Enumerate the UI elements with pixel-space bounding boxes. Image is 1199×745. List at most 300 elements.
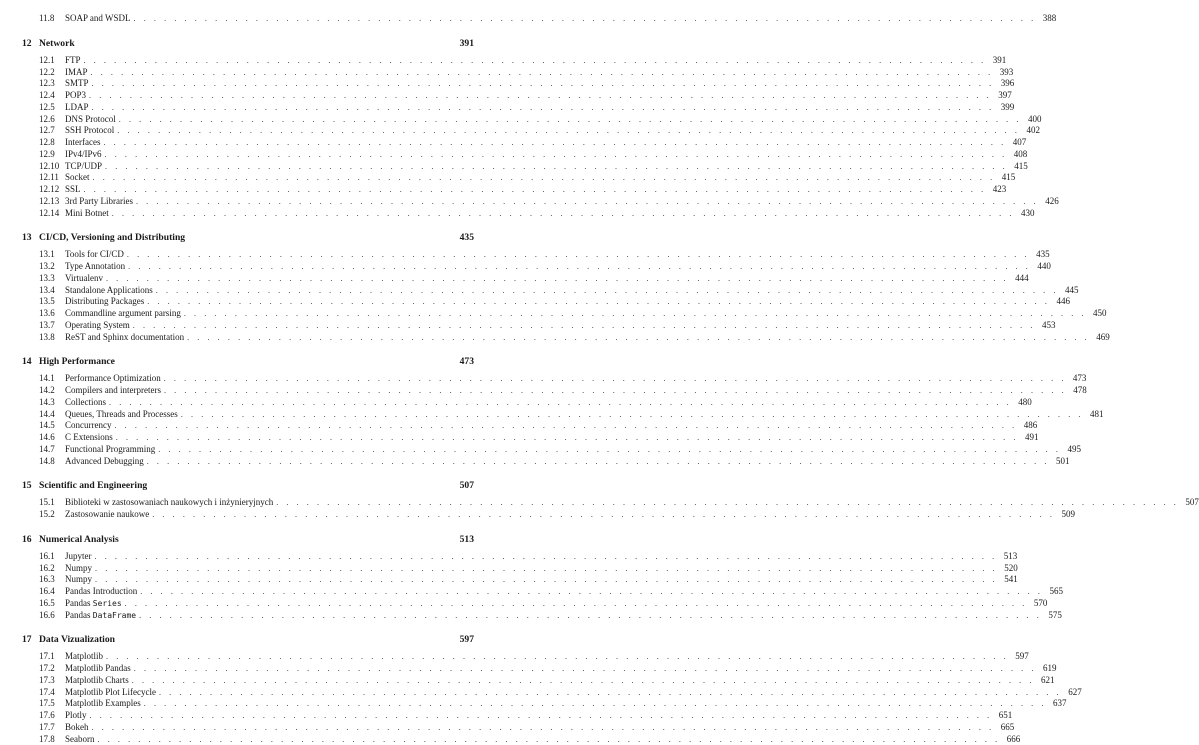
toc-entry[interactable] [22,261,474,273]
dot-leader: . . . . . . . . . . . . . . . . . . . . . . . . . . . . . . . . . . . . . . . . . . . . . . . . . . . . . . . . . . . . . . . . . . . . . . . . . . . . . . . . . . . . . . . . . [187,332,1090,344]
section-page-number: 486 [1017,420,1037,432]
section-title [65,574,95,586]
section-title [65,172,93,184]
section-list [22,551,474,622]
section-number: 17.7 [39,722,65,734]
section-title-text: Performance Optimization [65,373,161,383]
toc-entry[interactable] [22,551,474,563]
dot-leader: . . . . . . . . . . . . . . . . . . . . . . . . . . . . . . . . . . . . . . . . . . . . . . . . . . . . . . . . . . . . . . . . . . . . . . . . . . . . . . . . . . . . . . . . . [140,586,1043,598]
dot-leader: . . . . . . . . . . . . . . . . . . . . . . . . . . . . . . . . . . . . . . . . . . . . . . . . . . . . . . . . . . . . . . . . . . . . . . . . . . . . . . . . . . . . . . . . . [184,308,1087,320]
section-number: 16.4 [39,586,65,598]
toc-entry[interactable] [22,563,474,575]
toc-entry[interactable] [22,137,474,149]
section-title [65,734,98,745]
toc-entry[interactable] [22,273,474,285]
section-title [65,125,117,137]
section-title-text: SOAP and WSDL [65,13,131,23]
section-number: 13.6 [39,308,65,320]
dot-leader: . . . . . . . . . . . . . . . . . . . . . . . . . . . . . . . . . . . . . . . . . . . . . . . . . . . . . . . . . . . . . . . . . . . . . . . . . . . . . . . . . . . . . . . . . [95,574,998,586]
dot-leader: . . . . . . . . . . . . . . . . . . . . . . . . . . . . . . . . . . . . . . . . . . . . . . . . . . . . . . . . . . . . . . . . . . . . . . . . . . . . . . . . . . . . . . . . . [114,420,1017,432]
section-number: 12.2 [39,67,65,79]
section-number: 13.7 [39,320,65,332]
dot-leader: . . . . . . . . . . . . . . . . . . . . . . . . . . . . . . . . . . . . . . . . . . . . . . . . . . . . . . . . . . . . . . . . . . . . . . . . . . . . . . . . . . . . . . . . . [105,161,1008,173]
dot-leader: . . . . . . . . . . . . . . . . . . . . . . . . . . . . . . . . . . . . . . . . . . . . . . . . . . . . . . . . . . . . . . . . . . . . . . . . . . . . . . . . . . . . . . . . . [95,563,998,575]
chapter-number: 12 [22,37,39,51]
section-page-number: 473 [1066,373,1086,385]
dot-leader: . . . . . . . . . . . . . . . . . . . . . . . . . . . . . . . . . . . . . . . . . . . . . . . . . . . . . . . . . . . . . . . . . . . . . . . . . . . . . . . . . . . . . . . . . [276,497,1179,509]
section-title-text: FTP [65,55,81,65]
section-page-number: 627 [1062,687,1082,699]
chapter-number: 14 [22,355,39,369]
toc-entry[interactable] [22,385,474,397]
dot-leader: . . . . . . . . . . . . . . . . . . . . . . . . . . . . . . . . . . . . . . . . . . . . . . . . . . . . . . . . . . . . . . . . . . . . . . . . . . . . . . . . . . . . . . . . . [112,208,1015,220]
section-title-text: Matplotlib Plot Lifecycle [65,687,156,697]
section-title [65,420,114,432]
section-page-number: 446 [1050,296,1070,308]
dot-leader: . . . . . . . . . . . . . . . . . . . . . . . . . . . . . . . . . . . . . . . . . . . . . . . . . . . . . . . . . . . . . . . . . . . . . . . . . . . . . . . . . . . . . . . . . [132,675,1035,687]
section-page-number: 440 [1031,261,1051,273]
section-number: 11.8 [39,13,65,25]
toc-entry[interactable] [22,598,474,610]
section-title [65,114,119,126]
section-page-number: 480 [1012,397,1032,409]
section-number: 12.1 [39,55,65,67]
dot-leader: . . . . . . . . . . . . . . . . . . . . . . . . . . . . . . . . . . . . . . . . . . . . . . . . . . . . . . . . . . . . . . . . . . . . . . . . . . . . . . . . . . . . . . . . . [134,13,1037,25]
toc-entry[interactable] [22,208,474,220]
section-title-text: 3rd Party Libraries [65,196,133,206]
section-page-number: 444 [1009,273,1029,285]
section-title-text: Functional Programming [65,444,155,454]
section-title-text: Commandline argument parsing [65,308,181,318]
dot-leader: . . . . . . . . . . . . . . . . . . . . . . . . . . . . . . . . . . . . . . . . . . . . . . . . . . . . . . . . . . . . . . . . . . . . . . . . . . . . . . . . . . . . . . . . . [109,397,1012,409]
chapter-number: 17 [22,633,39,647]
section-page-number: 481 [1084,409,1104,421]
toc-entry[interactable] [22,722,474,734]
toc-chapter [22,533,474,622]
section-page-number: 407 [1006,137,1026,149]
section-number: 17.4 [39,687,65,699]
chapter-number: 15 [22,479,39,493]
section-title [65,13,134,25]
dot-leader: . . . . . . . . . . . . . . . . . . . . . . . . . . . . . . . . . . . . . . . . . . . . . . . . . . . . . . . . . . . . . . . . . . . . . . . . . . . . . . . . . . . . . . . . . [98,734,1001,745]
dot-leader: . . . . . . . . . . . . . . . . . . . . . . . . . . . . . . . . . . . . . . . . . . . . . . . . . . . . . . . . . . . . . . . . . . . . . . . . . . . . . . . . . . . . . . . . . [84,55,987,67]
toc-entry[interactable] [22,172,474,184]
section-number: 13.8 [39,332,65,344]
section-number: 12.7 [39,125,65,137]
chapter-heading[interactable] [22,633,474,647]
dot-leader: . . . . . . . . . . . . . . . . . . . . . . . . . . . . . . . . . . . . . . . . . . . . . . . . . . . . . . . . . . . . . . . . . . . . . . . . . . . . . . . . . . . . . . . . . [116,432,1019,444]
toc-entry[interactable] [22,663,474,675]
section-list [22,55,474,220]
section-page-number: 408 [1007,149,1027,161]
section-number: 14.7 [39,444,65,456]
section-title [65,397,109,409]
section-number: 14.5 [39,420,65,432]
section-title [65,409,181,421]
section-page-number: 450 [1087,308,1107,320]
section-title-text: Concurrency [65,420,111,430]
dot-leader: . . . . . . . . . . . . . . . . . . . . . . . . . . . . . . . . . . . . . . . . . . . . . . . . . . . . . . . . . . . . . . . . . . . . . . . . . . . . . . . . . . . . . . . . . [90,710,993,722]
toc-entry[interactable] [22,184,474,196]
section-title [65,675,132,687]
dot-leader: . . . . . . . . . . . . . . . . . . . . . . . . . . . . . . . . . . . . . . . . . . . . . . . . . . . . . . . . . . . . . . . . . . . . . . . . . . . . . . . . . . . . . . . . . [93,172,996,184]
chapter-title: Data Vizualization [39,633,460,647]
section-title-text: Numpy [65,574,92,584]
toc-entry[interactable] [22,67,474,79]
chapter-heading[interactable] [22,355,474,369]
section-title [65,296,147,308]
section-page-number: 666 [1000,734,1020,745]
section-number: 17.6 [39,710,65,722]
chapter-page-number: 597 [460,633,474,647]
chapter-page-number: 473 [460,355,474,369]
toc-entry[interactable] [22,55,474,67]
dot-leader: . . . . . . . . . . . . . . . . . . . . . . . . . . . . . . . . . . . . . . . . . . . . . . . . . . . . . . . . . . . . . . . . . . . . . . . . . . . . . . . . . . . . . . . . . [147,456,1050,468]
section-number: 13.4 [39,285,65,297]
section-list [22,373,474,467]
section-title [65,687,159,699]
section-title-text: TCP/UDP [65,161,102,171]
section-number: 17.2 [39,663,65,675]
toc-entry[interactable] [22,698,474,710]
section-title [65,456,147,468]
section-title [65,249,127,261]
section-page-number: 570 [1027,598,1047,610]
chapter-title: Network [39,37,460,51]
toc-entry[interactable] [22,734,474,745]
chapter-page-number: 435 [460,231,474,245]
section-title [65,308,184,320]
section-title-text: Mini Botnet [65,208,109,218]
toc-entry[interactable] [22,90,474,102]
dot-leader: . . . . . . . . . . . . . . . . . . . . . . . . . . . . . . . . . . . . . . . . . . . . . . . . . . . . . . . . . . . . . . . . . . . . . . . . . . . . . . . . . . . . . . . . . [128,261,1031,273]
dot-leader: . . . . . . . . . . . . . . . . . . . . . . . . . . . . . . . . . . . . . . . . . . . . . . . . . . . . . . . . . . . . . . . . . . . . . . . . . . . . . . . . . . . . . . . . . [147,296,1050,308]
toc-entry[interactable] [22,420,474,432]
chapter-number: 16 [22,533,39,547]
section-title-text: DNS Protocol [65,114,116,124]
dot-leader: . . . . . . . . . . . . . . . . . . . . . . . . . . . . . . . . . . . . . . . . . . . . . . . . . . . . . . . . . . . . . . . . . . . . . . . . . . . . . . . . . . . . . . . . . [105,149,1008,161]
section-title-text: SSL [65,184,81,194]
section-title [65,161,105,173]
toc-entry[interactable] [22,102,474,114]
dot-leader: . . . . . . . . . . . . . . . . . . . . . . . . . . . . . . . . . . . . . . . . . . . . . . . . . . . . . . . . . . . . . . . . . . . . . . . . . . . . . . . . . . . . . . . . . [139,610,1042,622]
section-page-number: 415 [995,172,1015,184]
section-page-number: 388 [1036,13,1056,25]
section-number: 13.1 [39,249,65,261]
section-title [65,551,95,563]
section-number: 12.3 [39,78,65,90]
section-page-number: 400 [1021,114,1041,126]
section-number: 16.5 [39,598,65,610]
dot-leader: . . . . . . . . . . . . . . . . . . . . . . . . . . . . . . . . . . . . . . . . . . . . . . . . . . . . . . . . . . . . . . . . . . . . . . . . . . . . . . . . . . . . . . . . . [95,551,998,563]
section-page-number: 430 [1014,208,1034,220]
section-title-text: Tools for CI/CD [65,249,124,259]
toc-entry[interactable] [22,161,474,173]
section-title [65,273,106,285]
dot-leader: . . . . . . . . . . . . . . . . . . . . . . . . . . . . . . . . . . . . . . . . . . . . . . . . . . . . . . . . . . . . . . . . . . . . . . . . . . . . . . . . . . . . . . . . . [89,90,992,102]
section-number: 16.6 [39,610,65,622]
chapter-page-number: 513 [460,533,474,547]
toc-entry[interactable] [22,509,474,521]
section-number: 17.8 [39,734,65,745]
section-title-text: Zastosowanie naukowe [65,509,149,519]
section-title-code: Series [93,599,122,608]
section-number: 12.4 [39,90,65,102]
section-title-text: Seaborn [65,734,95,744]
dot-leader: . . . . . . . . . . . . . . . . . . . . . . . . . . . . . . . . . . . . . . . . . . . . . . . . . . . . . . . . . . . . . . . . . . . . . . . . . . . . . . . . . . . . . . . . . [133,320,1036,332]
section-page-number: 597 [1009,651,1029,663]
section-number: 12.8 [39,137,65,149]
section-page-number: 575 [1042,610,1062,622]
toc-chapter [22,231,474,343]
section-title [65,261,128,273]
section-page-number: 478 [1067,385,1087,397]
section-page-number: 665 [994,722,1014,734]
section-title [65,208,112,220]
section-list [22,13,474,25]
section-page-number: 469 [1090,332,1110,344]
chapter-page-number: 391 [460,37,474,51]
section-title [65,563,95,575]
toc-entry[interactable] [22,114,474,126]
section-title-text: Collections [65,397,106,407]
toc-entry[interactable] [22,651,474,663]
toc-entry[interactable] [22,456,474,468]
section-title [65,385,164,397]
toc-entry[interactable] [22,373,474,385]
dot-leader: . . . . . . . . . . . . . . . . . . . . . . . . . . . . . . . . . . . . . . . . . . . . . . . . . . . . . . . . . . . . . . . . . . . . . . . . . . . . . . . . . . . . . . . . . [181,409,1084,421]
toc-entry[interactable] [22,78,474,90]
section-page-number: 491 [1018,432,1038,444]
dot-leader: . . . . . . . . . . . . . . . . . . . . . . . . . . . . . . . . . . . . . . . . . . . . . . . . . . . . . . . . . . . . . . . . . . . . . . . . . . . . . . . . . . . . . . . . . [125,598,1028,610]
chapter-title: Scientific and Engineering [39,479,460,493]
section-title [65,149,105,161]
chapter-title: CI/CD, Versioning and Distributing [39,231,460,245]
toc-entry[interactable] [22,13,474,25]
section-title-text: Jupyter [65,551,92,561]
section-title-text: Matplotlib Charts [65,675,129,685]
section-number: 12.10 [39,161,65,173]
chapter-title: Numerical Analysis [39,533,460,547]
dot-leader: . . . . . . . . . . . . . . . . . . . . . . . . . . . . . . . . . . . . . . . . . . . . . . . . . . . . . . . . . . . . . . . . . . . . . . . . . . . . . . . . . . . . . . . . . [92,78,995,90]
section-number: 15.2 [39,509,65,521]
dot-leader: . . . . . . . . . . . . . . . . . . . . . . . . . . . . . . . . . . . . . . . . . . . . . . . . . . . . . . . . . . . . . . . . . . . . . . . . . . . . . . . . . . . . . . . . . [92,722,995,734]
section-page-number: 513 [997,551,1017,563]
section-number: 15.1 [39,497,65,509]
section-page-number: 435 [1030,249,1050,261]
section-title-text: ReST and Sphinx documentation [65,332,184,342]
toc-entry[interactable] [22,409,474,421]
section-list [22,651,474,745]
toc-entry[interactable] [22,125,474,137]
chapter-heading[interactable] [22,533,474,547]
toc-entry[interactable] [22,710,474,722]
section-page-number: 621 [1034,675,1054,687]
section-title [65,710,90,722]
section-title-text: Plotly [65,710,87,720]
chapter-heading[interactable] [22,37,474,51]
dot-leader: . . . . . . . . . . . . . . . . . . . . . . . . . . . . . . . . . . . . . . . . . . . . . . . . . . . . . . . . . . . . . . . . . . . . . . . . . . . . . . . . . . . . . . . . . [134,663,1037,675]
section-number: 13.2 [39,261,65,273]
section-title [65,184,84,196]
dot-leader: . . . . . . . . . . . . . . . . . . . . . . . . . . . . . . . . . . . . . . . . . . . . . . . . . . . . . . . . . . . . . . . . . . . . . . . . . . . . . . . . . . . . . . . . . [117,125,1020,137]
section-title-text: Matplotlib [65,651,103,661]
section-title-text: IPv4/IPv6 [65,149,102,159]
section-page-number: 397 [992,90,1012,102]
toc-entry[interactable] [22,332,474,344]
chapter-heading[interactable] [22,231,474,245]
section-page-number: 637 [1046,698,1066,710]
section-title-text: Compilers and interpreters [65,385,161,395]
chapter-page-number: 507 [460,479,474,493]
section-page-number: 520 [998,563,1018,575]
section-page-number: 423 [986,184,1006,196]
section-number: 16.1 [39,551,65,563]
section-number: 12.14 [39,208,65,220]
section-title-text: POP3 [65,90,86,100]
section-page-number: 453 [1035,320,1055,332]
section-title [65,285,156,297]
section-title-text: Distributing Packages [65,296,144,306]
section-title [65,78,92,90]
toc-entry[interactable] [22,687,474,699]
dot-leader: . . . . . . . . . . . . . . . . . . . . . . . . . . . . . . . . . . . . . . . . . . . . . . . . . . . . . . . . . . . . . . . . . . . . . . . . . . . . . . . . . . . . . . . . . [144,698,1047,710]
section-number: 14.1 [39,373,65,385]
section-title-text: Socket [65,172,90,182]
section-number: 13.5 [39,296,65,308]
section-page-number: 619 [1036,663,1056,675]
table-of-contents [22,13,474,745]
section-title-text: Pandas [65,610,91,620]
toc-entry[interactable] [22,320,474,332]
section-title [65,722,92,734]
section-page-number: 495 [1061,444,1081,456]
section-number: 12.13 [39,196,65,208]
section-page-number: 393 [993,67,1013,79]
section-title [65,586,140,598]
dot-leader: . . . . . . . . . . . . . . . . . . . . . . . . . . . . . . . . . . . . . . . . . . . . . . . . . . . . . . . . . . . . . . . . . . . . . . . . . . . . . . . . . . . . . . . . . [103,137,1006,149]
section-page-number: 651 [992,710,1012,722]
section-number: 14.8 [39,456,65,468]
toc-entry[interactable] [22,574,474,586]
section-title-text: Numpy [65,563,92,573]
toc-entry[interactable] [22,586,474,598]
section-number: 17.3 [39,675,65,687]
section-title [65,67,91,79]
toc-chapter [22,13,474,25]
section-number: 14.2 [39,385,65,397]
section-number: 14.4 [39,409,65,421]
dot-leader: . . . . . . . . . . . . . . . . . . . . . . . . . . . . . . . . . . . . . . . . . . . . . . . . . . . . . . . . . . . . . . . . . . . . . . . . . . . . . . . . . . . . . . . . . [92,102,995,114]
section-page-number: 541 [998,574,1018,586]
toc-entry[interactable] [22,432,474,444]
toc-entry[interactable] [22,397,474,409]
section-title [65,332,187,344]
section-title [65,55,84,67]
section-number: 16.3 [39,574,65,586]
section-title-text: Bokeh [65,722,89,732]
dot-leader: . . . . . . . . . . . . . . . . . . . . . . . . . . . . . . . . . . . . . . . . . . . . . . . . . . . . . . . . . . . . . . . . . . . . . . . . . . . . . . . . . . . . . . . . . [91,67,994,79]
section-page-number: 415 [1008,161,1028,173]
section-title-text: SMTP [65,78,89,88]
toc-chapter [22,479,474,521]
dot-leader: . . . . . . . . . . . . . . . . . . . . . . . . . . . . . . . . . . . . . . . . . . . . . . . . . . . . . . . . . . . . . . . . . . . . . . . . . . . . . . . . . . . . . . . . . [106,273,1009,285]
section-number: 12.11 [39,172,65,184]
toc-entry[interactable] [22,497,474,509]
section-title [65,196,136,208]
section-title-text: Type Annotation [65,261,125,271]
section-title [65,432,116,444]
chapter-title: High Performance [39,355,460,369]
section-title [65,373,164,385]
section-page-number: 501 [1049,456,1069,468]
section-number: 13.3 [39,273,65,285]
toc-entry[interactable] [22,675,474,687]
section-number: 12.5 [39,102,65,114]
toc-entry[interactable] [22,610,474,622]
section-page-number: 399 [994,102,1014,114]
dot-leader: . . . . . . . . . . . . . . . . . . . . . . . . . . . . . . . . . . . . . . . . . . . . . . . . . . . . . . . . . . . . . . . . . . . . . . . . . . . . . . . . . . . . . . . . . [164,373,1067,385]
section-number: 16.2 [39,563,65,575]
dot-leader: . . . . . . . . . . . . . . . . . . . . . . . . . . . . . . . . . . . . . . . . . . . . . . . . . . . . . . . . . . . . . . . . . . . . . . . . . . . . . . . . . . . . . . . . . [84,184,987,196]
section-number: 12.6 [39,114,65,126]
toc-entry[interactable] [22,296,474,308]
toc-entry[interactable] [22,444,474,456]
section-number: 14.6 [39,432,65,444]
section-number: 12.9 [39,149,65,161]
section-title-text: Matplotlib Pandas [65,663,131,673]
dot-leader: . . . . . . . . . . . . . . . . . . . . . . . . . . . . . . . . . . . . . . . . . . . . . . . . . . . . . . . . . . . . . . . . . . . . . . . . . . . . . . . . . . . . . . . . . [136,196,1039,208]
section-title [65,102,92,114]
toc-chapter [22,37,474,220]
toc-entry[interactable] [22,249,474,261]
chapter-heading[interactable] [22,479,474,493]
section-title-code: DataFrame [93,611,136,620]
dot-leader: . . . . . . . . . . . . . . . . . . . . . . . . . . . . . . . . . . . . . . . . . . . . . . . . . . . . . . . . . . . . . . . . . . . . . . . . . . . . . . . . . . . . . . . . . [106,651,1009,663]
section-page-number: 396 [994,78,1014,90]
section-page-number: 509 [1055,509,1075,521]
section-title [65,663,134,675]
section-title [65,598,125,610]
section-page-number: 445 [1058,285,1078,297]
toc-entry[interactable] [22,149,474,161]
dot-leader: . . . . . . . . . . . . . . . . . . . . . . . . . . . . . . . . . . . . . . . . . . . . . . . . . . . . . . . . . . . . . . . . . . . . . . . . . . . . . . . . . . . . . . . . . [164,385,1067,397]
section-title-text: Biblioteki w zastosowaniach naukowych i inżynieryjnych [65,497,273,507]
section-list [22,497,474,521]
section-title-text: Advanced Debugging [65,456,144,466]
toc-entry[interactable] [22,196,474,208]
section-title-text: LDAP [65,102,89,112]
section-title [65,90,89,102]
section-page-number: 565 [1043,586,1063,598]
section-title [65,651,106,663]
section-page-number: 402 [1020,125,1040,137]
section-page-number: 426 [1039,196,1059,208]
dot-leader: . . . . . . . . . . . . . . . . . . . . . . . . . . . . . . . . . . . . . . . . . . . . . . . . . . . . . . . . . . . . . . . . . . . . . . . . . . . . . . . . . . . . . . . . . [152,509,1055,521]
toc-entry[interactable] [22,308,474,320]
section-title-text: Pandas Introduction [65,586,137,596]
section-title [65,610,139,622]
toc-chapter [22,633,474,745]
section-title [65,444,158,456]
dot-leader: . . . . . . . . . . . . . . . . . . . . . . . . . . . . . . . . . . . . . . . . . . . . . . . . . . . . . . . . . . . . . . . . . . . . . . . . . . . . . . . . . . . . . . . . . [127,249,1030,261]
section-title-text: C Extensions [65,432,113,442]
dot-leader: . . . . . . . . . . . . . . . . . . . . . . . . . . . . . . . . . . . . . . . . . . . . . . . . . . . . . . . . . . . . . . . . . . . . . . . . . . . . . . . . . . . . . . . . . [158,444,1061,456]
section-title [65,320,133,332]
section-number: 17.1 [39,651,65,663]
toc-entry[interactable] [22,285,474,297]
section-list [22,249,474,343]
